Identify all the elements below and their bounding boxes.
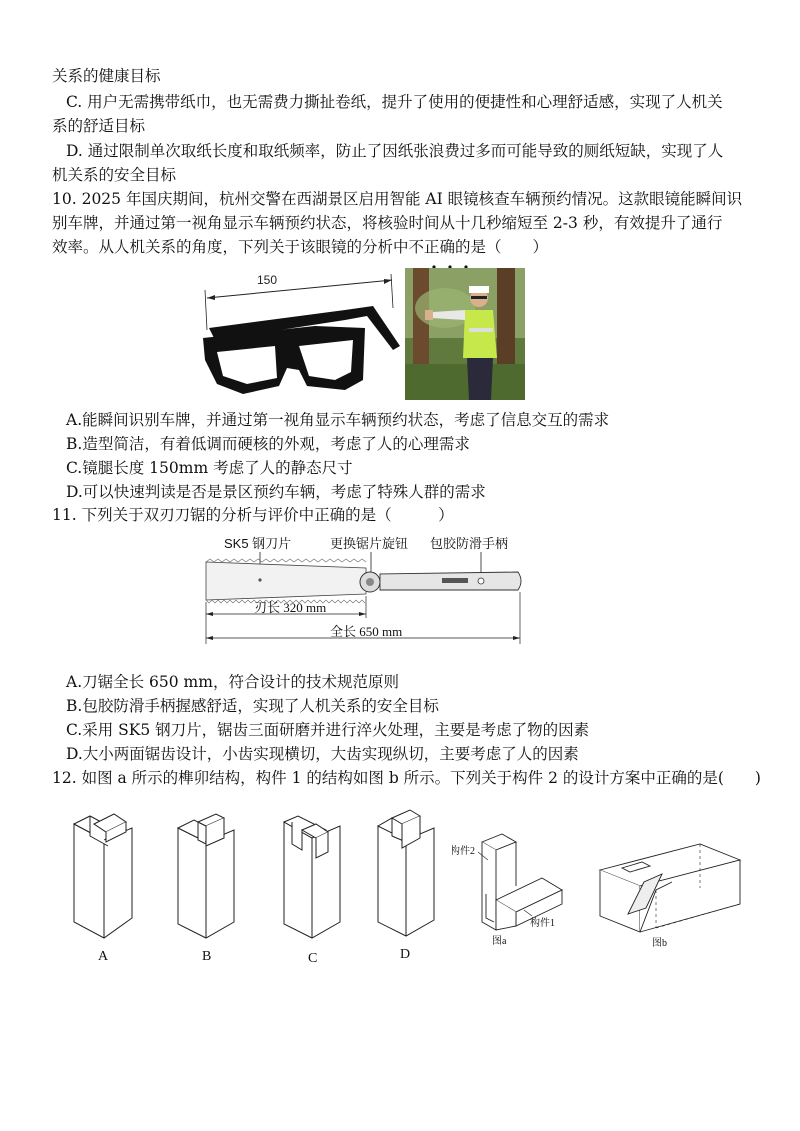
saw-figure <box>196 532 526 650</box>
emphasis-dots <box>428 255 488 261</box>
part2-label: 构件2 <box>452 846 475 857</box>
part1-label: 构件1 <box>530 918 555 929</box>
q11-option-c: C.采用 SK5 钢刀片，锯齿三面研磨并进行淬火处理，主要是考虑了物的因素 <box>66 721 590 739</box>
q11-stem: 11. 下列关于双刃刀锯的分析与评价中正确的是（ ） <box>52 506 454 524</box>
q12-option-d-figure <box>372 808 444 968</box>
saw-blade-label: SK5 钢刀片 <box>224 536 292 551</box>
q10-option-c: C.镜腿长度 150mm 考虑了人的静态尺寸 <box>66 459 353 477</box>
figure-b-label: 图b <box>652 938 667 949</box>
police-officer-photo <box>405 268 525 400</box>
q12-option-b-figure <box>172 810 244 970</box>
figure-a-label: 图a <box>492 936 507 947</box>
glasses-figure <box>195 268 405 408</box>
saw-knob-label: 更换锯片旋钮 <box>330 536 409 551</box>
saw-handle-label: 包胶防滑手柄 <box>430 536 509 551</box>
text-line-5: 机关系的安全目标 <box>52 166 177 184</box>
q12-option-c-figure <box>278 812 350 972</box>
q10-stem-line-3: 效率。从人机关系的角度，下列关于该眼镜的分析中不正确的是（ ） <box>52 238 549 256</box>
q10-stem-line-1: 10. 2025 年国庆期间，杭州交警在西湖景区启用智能 AI 眼镜核查车辆预约情况。这款眼镜能瞬间识 <box>52 190 743 208</box>
text-line-4: D. 通过限制单次取纸长度和取纸频率，防止了因纸张浪费过多而可能导致的厕纸短缺，实现了人 <box>66 142 724 160</box>
saw-total-length-label: 全长 650 mm <box>330 624 403 639</box>
q10-option-a: A.能瞬间识别车牌，并通过第一视角显示车辆预约状态，考虑了信息交互的需求 <box>66 411 610 429</box>
q10-stem-line-2: 别车牌，并通过第一视角显示车辆预约状态，将核验时间从十几秒缩短至 2-3 秒，有效提升了通行 <box>52 214 723 232</box>
text-line-3: 系的舒适目标 <box>52 117 146 135</box>
saw-blade-length-label: 刃长 320 mm <box>254 600 327 615</box>
q12-option-b-label: B <box>202 949 212 964</box>
q12-option-c-label: C <box>308 951 318 966</box>
q12-option-a-figure <box>68 810 140 970</box>
q11-option-b: B.包胶防滑手柄握感舒适，实现了人机关系的安全目标 <box>66 697 439 715</box>
q10-option-d: D.可以快速判读是否是景区预约车辆，考虑了特殊人群的需求 <box>66 483 486 501</box>
text-line-1: 关系的健康目标 <box>52 67 161 85</box>
q11-option-a: A.刀锯全长 650 mm，符合设计的技术规范原则 <box>66 673 399 691</box>
glasses-dimension-label: 150 <box>257 273 278 287</box>
q12-option-a-label: A <box>98 949 109 964</box>
q12-figure-a <box>452 830 572 950</box>
q11-option-d: D.大小两面锯齿设计，小齿实现横切，大齿实现纵切，主要考虑了人的因素 <box>66 745 579 763</box>
q12-figure-b <box>596 838 746 950</box>
q10-option-b: B.造型简洁，有着低调而硬核的外观，考虑了人的心理需求 <box>66 435 470 453</box>
q12-stem: 12. 如图 a 所示的榫卯结构，构件 1 的结构如图 b 所示。下列关于构件 2 的设计方案中正确的是( ) <box>52 769 761 787</box>
text-line-2: C. 用户无需携带纸巾，也无需费力撕扯卷纸，提升了使用的便捷性和心理舒适感，实现了人机关 <box>66 93 723 111</box>
q12-option-d-label: D <box>400 947 411 962</box>
